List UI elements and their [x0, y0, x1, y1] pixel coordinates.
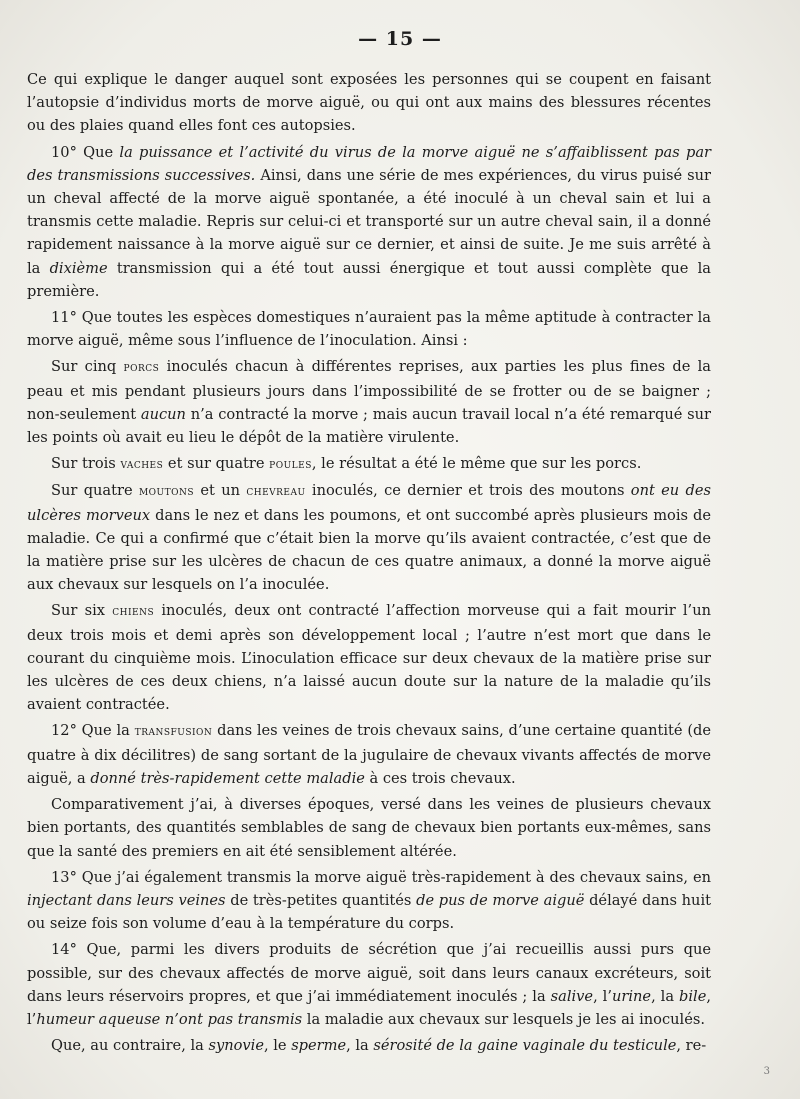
text-run: délayé dans huit ou seize fois son volume d’eau à la température du corps. [27, 891, 711, 933]
paragraph-p1 [27, 68, 711, 138]
text-run: de très-petites quantités [225, 891, 417, 909]
italic-text: sérosité de la gaine vaginale du testicule [373, 1037, 677, 1055]
text-run: et un [194, 482, 247, 500]
text-run: , le résultat a été le même que sur les porcs. [311, 455, 642, 473]
italic-text: ont eu des ulcères morveux [27, 482, 711, 524]
text-run: Comparativement j’ai, à diverses époques, versé dans les veines de plusieurs chevaux bien portants, des quantités semblables de sang de chevaux bien portants eux-mêmes, sans que la santé des premiers en ait été sensiblement altérée. [27, 796, 711, 860]
paragraph-p8 [27, 719, 711, 790]
text-run: , re- [676, 1037, 707, 1055]
text-run: Sur six [51, 602, 113, 620]
text-run: la maladie aux chevaux sur lesquels je les ai inoculés. [302, 1010, 705, 1028]
paragraph-p12 [27, 1034, 711, 1057]
paragraph-p3 [27, 306, 711, 352]
text-run: Sur trois [51, 455, 121, 473]
italic-text: aucun [140, 405, 186, 423]
paragraph-p6 [27, 479, 711, 596]
text-run: inoculés, ce dernier et trois des moutons [305, 482, 631, 500]
paragraph-p10 [27, 866, 711, 936]
paragraph-p2 [27, 141, 711, 303]
small-caps-text: moutons [138, 484, 195, 500]
small-caps-text: poules [269, 457, 312, 473]
italic-text: dixième [49, 259, 108, 277]
page-number: — 15 — [358, 28, 442, 50]
text-run: Ainsi, dans une série de mes expériences, du virus puisé sur un cheval affecté de la morve aiguë spontanée, a été inoculé à un cheval sain et lui a transmis cette maladie. Repris sur celui-ci et transporté sur un autre cheval sain, il a donné rapidement naissance à la morve aiguë sur ce dernier, et ainsi de suite. Je me suis arrêté à la [27, 166, 711, 277]
paragraph-p7 [27, 599, 711, 716]
small-caps-text: porcs [123, 360, 160, 376]
text-run: Sur quatre [51, 482, 139, 500]
text-run: inoculés, deux ont contracté l’affection morveuse qui a fait mourir l’un deux trois mois et demi après son développement local ; l’autre n’est mort que dans le courant du cinquième mois. L’inoculation efficace sur deux chevaux de la matière prise sur les ulcères de ces deux chiens, n’a laissé aucun doute sur la nature de la maladie qu’ils avaient contractée. [27, 602, 711, 714]
text-run: 12° Que la [51, 722, 135, 740]
text-run: , la [651, 987, 680, 1005]
paragraph-p4 [27, 355, 711, 449]
italic-text: humeur aqueuse n’ont pas transmis [36, 1010, 303, 1028]
paragraph-p11 [27, 938, 711, 1031]
small-caps-text: vaches [120, 457, 164, 473]
small-caps-text: chevreau [246, 484, 306, 500]
text-run: , la [346, 1037, 374, 1055]
text-run: , l’ [593, 987, 612, 1005]
small-caps-text: transfusion [134, 724, 213, 740]
italic-text: salive [550, 987, 594, 1005]
italic-text: sperme [291, 1037, 347, 1055]
text-run: à ces trois chevaux. [364, 769, 516, 787]
italic-text: bile [679, 987, 707, 1005]
italic-text: urine [611, 987, 652, 1005]
italic-text: synovie [208, 1037, 264, 1055]
italic-text: de pus de morve aiguë [416, 891, 585, 909]
text-run: Que, au contraire, la [51, 1037, 209, 1055]
text-run: 13° Que j’ai également transmis la morve aiguë très-rapidement à des chevaux sains, en [51, 868, 711, 886]
text-run: dans le nez et dans les poumons, et ont succombé après plusieurs mois de maladie. Ce qui a confirmé que c’était bien la morve qu’ils avaient contractée, c’est que de la matière prise sur les ulcères de chacun de ces quatre animaux, a donné la morve aiguë aux chevaux sur lesquels on l’a inoculée. [27, 506, 711, 594]
text-run: Sur cinq [51, 358, 124, 376]
italic-text: la puissance et l’activité du virus de la morve aiguë ne s’affaiblissent pas par des transmissions successives. [27, 143, 711, 184]
text-run: , le [263, 1037, 292, 1055]
text-run: , l’ [27, 987, 711, 1028]
text-run: 14° Que, parmi les divers produits de sécrétion que j’ai recueillis aussi purs que possible, sur des chevaux affectés de morve aiguë, soit dans leurs canaux excréteurs, soit dans leurs réservoirs propres, et que j’ai immédiatement inoculés ; la [27, 941, 711, 1005]
signature-mark: 3 [763, 1066, 770, 1077]
text-run: Ce qui explique le danger auquel sont exposées les personnes qui se coupent en faisant l’autopsie d’individus morts de morve aiguë, ou qui ont aux mains des blessures récentes ou des plaies quand elles font ces autopsies. [27, 71, 711, 135]
text-run: 11° Que toutes les espèces domestiques n’auraient pas la même aptitude à contracter la morve aiguë, même sous l’influence de l’inoculation. Ainsi : [27, 309, 711, 350]
italic-text: injectant dans leurs veines [27, 891, 226, 909]
text-run: transmission qui a été tout aussi énergique et tout aussi complète que la première. [27, 259, 711, 300]
italic-text: donné très-rapidement cette maladie [90, 769, 365, 787]
small-caps-text: chiens [112, 604, 155, 620]
text-run: n’a contracté la morve ; mais aucun travail local n’a été remarqué sur les points où avait eu lieu le dépôt de la matière virulente. [27, 405, 711, 447]
paragraph-p5 [27, 452, 711, 476]
text-run: 10° Que [51, 143, 120, 161]
text-run: dans les veines de trois chevaux sains, d’une certaine quantité (de quatre à dix décilitres) de sang sortant de la jugulaire de chevaux vivants affectés de morve aiguë, a [27, 722, 711, 787]
text-run: et sur quatre [163, 455, 270, 473]
paragraph-p9 [27, 793, 711, 863]
text-run: inoculés chacun à différentes reprises, aux parties les plus fines de la peau et mis pendant plusieurs jours dans l’impossibilité de se frotter ou de se baigner ; non-seulement [27, 358, 711, 423]
body-text [27, 68, 711, 1060]
